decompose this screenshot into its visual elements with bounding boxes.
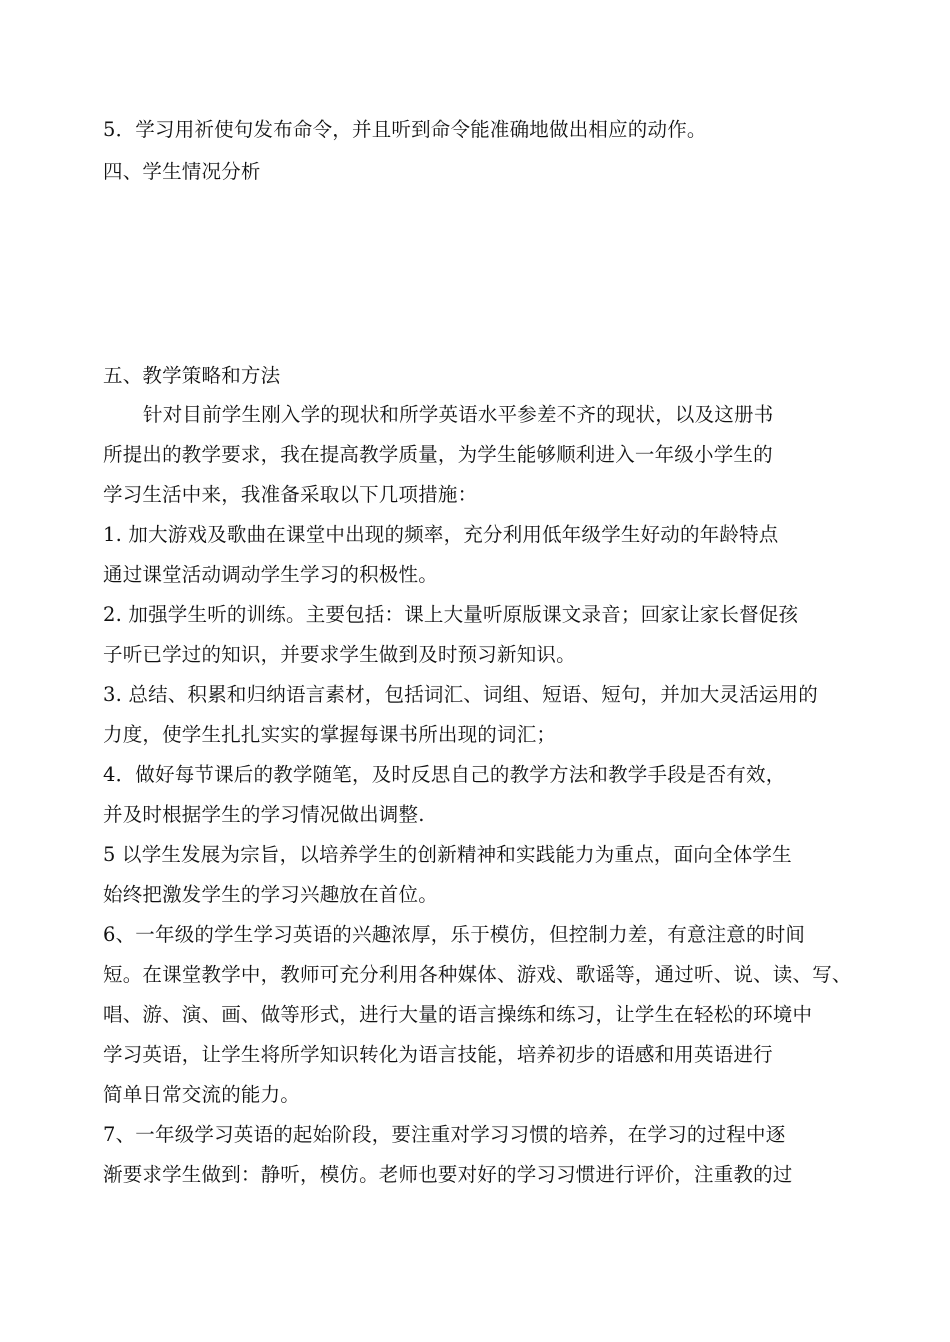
item-5-learning-goal: 5．学习用祈使句发布命令，并且听到命令能准确地做出相应的动作。 bbox=[103, 118, 707, 141]
measure-line-7: 4．做好每节课后的教学随笔，及时反思自己的教学方法和教学手段是否有效， bbox=[103, 763, 786, 786]
measure-line-6: 力度，使学生扎扎实实的掌握每课书所出现的词汇； bbox=[103, 723, 557, 746]
measure-line-1: 1. 加大游戏及歌曲在课堂中出现的频率，充分利用低年级学生好动的年龄特点 bbox=[103, 523, 779, 546]
measure-line-9: 5 以学生发展为宗旨，以培养学生的创新精神和实践能力为重点，面向全体学生 bbox=[103, 843, 792, 866]
measure-line-3: 2. 加强学生听的训练。主要包括：课上大量听原版课文录音；回家让家长督促孩 bbox=[103, 603, 799, 626]
measure-line-15: 简单日常交流的能力。 bbox=[103, 1083, 301, 1106]
measure-line-11: 6、一年级的学生学习英语的兴趣浓厚，乐于模仿，但控制力差，有意注意的时间 bbox=[103, 923, 806, 946]
intro-line-3: 学习生活中来，我准备采取以下几项措施： bbox=[103, 483, 478, 506]
section-4-heading: 四、学生情况分析 bbox=[103, 160, 261, 183]
intro-line-1: 针对目前学生刚入学的现状和所学英语水平参差不齐的现状，以及这册书 bbox=[143, 403, 774, 426]
intro-line-2: 所提出的教学要求，我在提高教学质量，为学生能够顺利进入一年级小学生的 bbox=[103, 443, 773, 466]
measure-line-13: 唱、游、演、画、做等形式，进行大量的语言操练和练习，让学生在轻松的环境中 bbox=[103, 1003, 813, 1026]
measure-line-2: 通过课堂活动调动学生学习的积极性。 bbox=[103, 563, 438, 586]
measure-line-14: 学习英语，让学生将所学知识转化为语言技能，培养初步的语感和用英语进行 bbox=[103, 1043, 773, 1066]
measure-line-4: 子听已学过的知识，并要求学生做到及时预习新知识。 bbox=[103, 643, 576, 666]
measure-line-8: 并及时根据学生的学习情况做出调整. bbox=[103, 803, 425, 826]
measure-line-12: 短。在课堂教学中，教师可充分利用各种媒体、游戏、歌谣等，通过听、说、读、写、 bbox=[103, 963, 852, 986]
measure-line-10: 始终把激发学生的学习兴趣放在首位。 bbox=[103, 883, 438, 906]
section-5-heading: 五、教学策略和方法 bbox=[103, 364, 281, 387]
measure-line-17: 渐要求学生做到：静听，模仿。老师也要对好的学习习惯进行评价，注重教的过 bbox=[103, 1163, 793, 1186]
measure-line-16: 7、一年级学习英语的起始阶段，要注重对学习习惯的培养，在学习的过程中逐 bbox=[103, 1123, 786, 1146]
measure-line-5: 3. 总结、积累和归纳语言素材，包括词汇、词组、短语、短句，并加大灵活运用的 bbox=[103, 683, 818, 706]
